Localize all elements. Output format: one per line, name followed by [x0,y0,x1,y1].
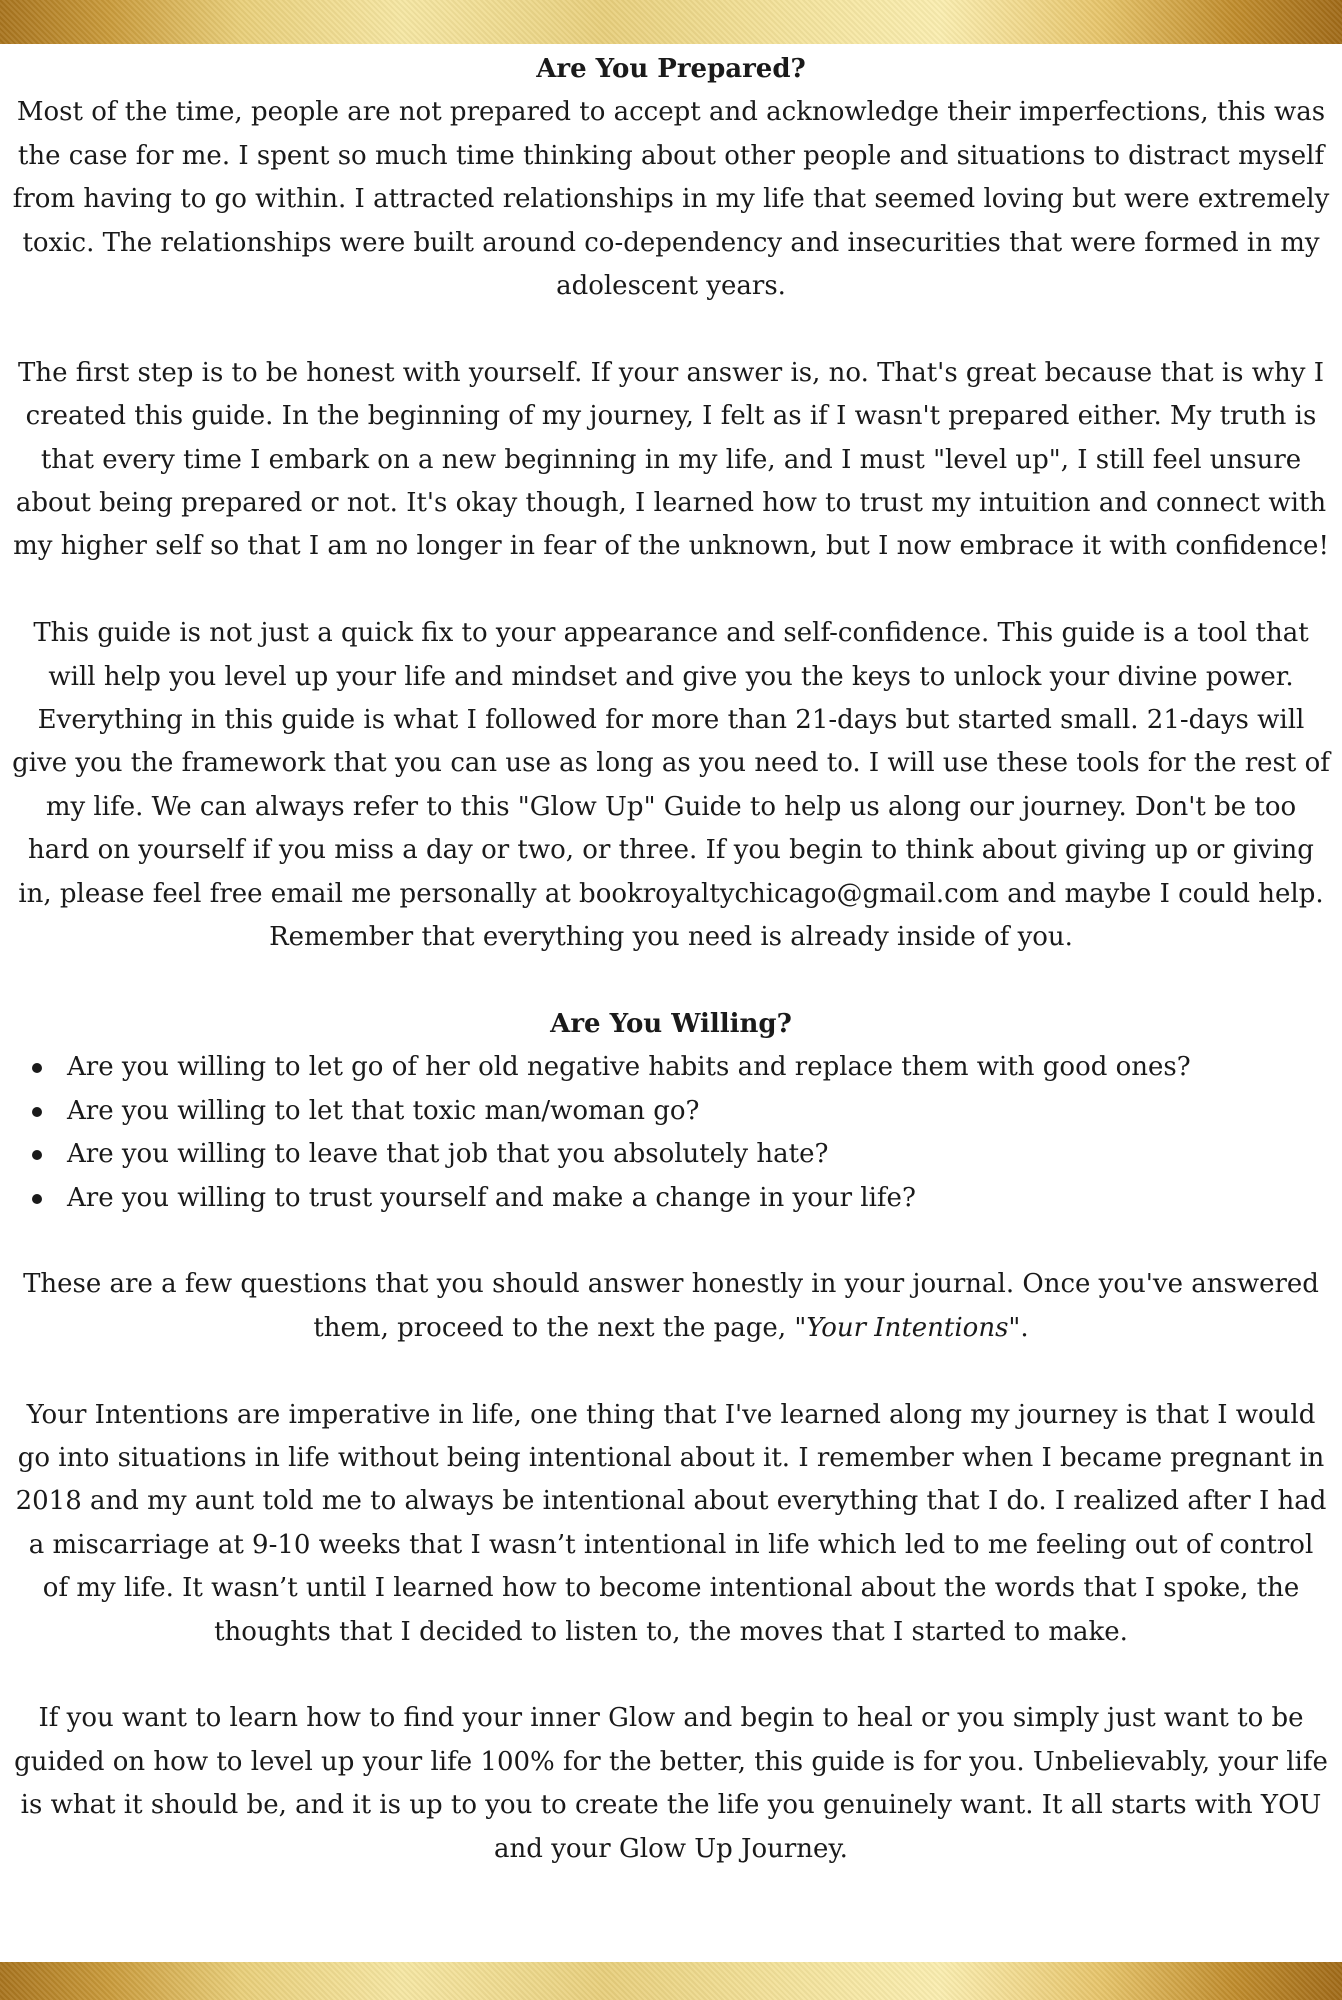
paragraph-imperfections: Most of the time, people are not prepared to accept and acknowledge their imperfections, this was the case for me. I spent so much time thinking about other people and situations to distract myself from having to go within. I attracted relationships in my life that seemed loving but were extremely toxic. The relationships were built around co-dependency and insecurities that were formed in my adolescent years. [12,97,1330,302]
list-item-text: Are you willing to trust yourself and make a change in your life? [67,1182,916,1213]
list-item-text: Are you willing to let go of her old negative habits and replace them with good ones? [67,1052,1191,1083]
list-item [12,1046,1330,1089]
heading-are-you-prepared: Are You Prepared? [536,54,806,84]
bullet-icon [32,1107,42,1117]
list-item [12,1177,1330,1220]
paragraph-spacer [12,960,1330,1003]
paragraph-spacer [12,308,1330,351]
paragraph-intentions: Your Intentions are imperative in life, one thing that I've learned along my journey is that I would go into situations in life without being intentional about it. I remember when I became pregnant in 2018 and my aunt told me to always be intentional about everything that I do. I realized after I had a miscarriage at 9-10 weeks that I wasn’t intentional in life which led to me feeling out of control of my life. It wasn’t until I learned how to become intentional about the words that I spoke, the thoughts that I decided to listen to, the moves that I started to make. [15,1399,1327,1647]
top-gold-border [0,0,1342,44]
heading-are-you-willing: Are You Willing? [550,1008,792,1039]
document-body [12,48,1330,1871]
willing-questions-list [12,1046,1330,1220]
list-item-text: Are you willing to leave that job that you absolutely hate? [67,1139,829,1170]
paragraph-journal-questions [12,1263,1330,1350]
bullet-icon [32,1063,42,1073]
bullet-icon [32,1150,42,1160]
paragraph-spacer [12,1654,1330,1697]
paragraph-inner-glow: If you want to learn how to find your inner Glow and begin to heal or you simply just want to be guided on how to level up your life 100% for the better, this guide is for you. Unbelievably, your life is what it should be, and it is up to you to create the life you genuinely want. It all starts with YOU and your Glow Up Journey. [14,1703,1328,1864]
paragraph-spacer [12,1350,1330,1393]
paragraph-spacer [12,569,1330,612]
list-item [12,1090,1330,1133]
your-intentions-reference: Your Intentions [806,1312,1009,1343]
journal-text-after: ". [1008,1312,1029,1343]
journal-text-before: These are a few questions that you should answer honestly in your journal. Once you've answered them, proceed to the next the page, " [23,1269,1319,1343]
paragraph-first-step: The first step is to be honest with yourself. If your answer is, no. That's great because that is why I created this guide. In the beginning of my journey, I felt as if I wasn't prepared either. My truth is that every time I embark on a new beginning in my life, and I must "level up", I still feel unsure about being prepared or not. It's okay though, I learned how to trust my intuition and connect with my higher self so that I am no longer in fear of the unknown, but I now embrace it with confidence! [13,357,1329,562]
bottom-gold-border [0,1962,1342,2000]
list-item [12,1133,1330,1176]
paragraph-guide-description: This guide is not just a quick fix to your appearance and self-confidence. This guide is a tool that will help you level up your life and mindset and give you the keys to unlock your divine power. Everything in this guide is what I followed for more than 21-days but started small. 21-days will give you the framework that you can use as long as you need to. I will use these tools for the rest of my life. We can always refer to this "Glow Up" Guide to help us along our journey. Don't be too hard on yourself if you miss a day or two, or three. If you begin to think about giving up or giving in, please feel free email me personally at bookroyaltychicago@gmail.com and maybe I could help. Remember that everything you need is already inside of you. [12,618,1330,953]
bullet-icon [32,1194,42,1204]
list-item-text: Are you willing to let that toxic man/woman go? [67,1095,700,1126]
paragraph-spacer [12,1220,1330,1263]
